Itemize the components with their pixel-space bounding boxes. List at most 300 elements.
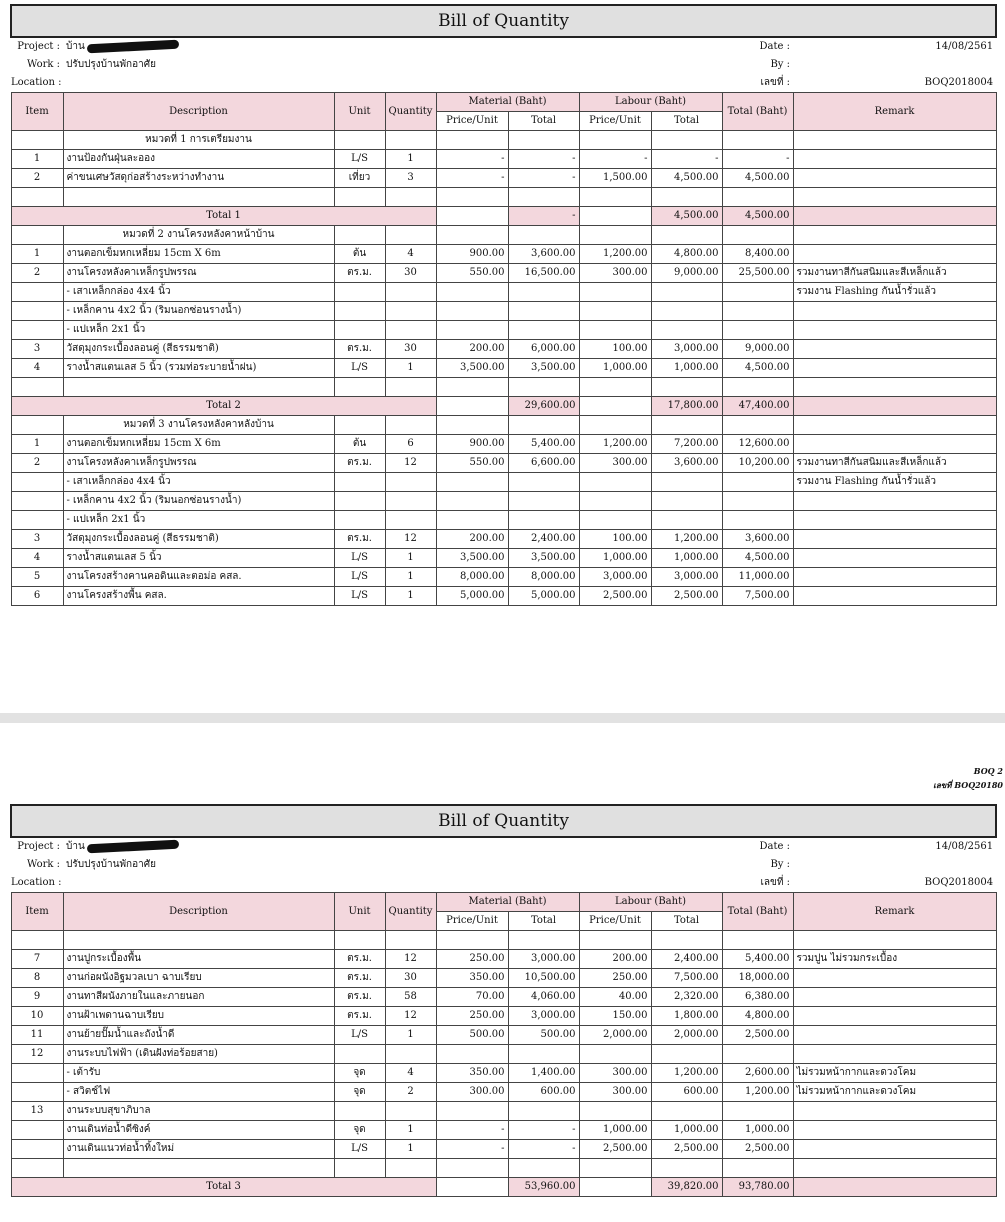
material-total: 500.00 [508,1026,579,1045]
item-description: - เหล็กคาน 4x2 นิ้ว (ริมนอกซ่อนรางน้ำ) [63,492,334,511]
labour-price-unit: 300.00 [579,1083,651,1102]
item-quantity: 4 [385,1064,436,1083]
item-quantity: 3 [385,169,436,188]
row-remark [793,988,996,1007]
item-no: 1 [11,150,63,169]
material-price-unit: - [436,1140,508,1159]
doc-no-value: BOQ2018004 [793,874,996,893]
row-remark [793,359,996,378]
empty-cell [334,416,385,435]
labour-total: 2,500.00 [651,1140,722,1159]
item-no [11,416,63,435]
labour-price-unit: 300.00 [579,1064,651,1083]
row-remark: รวมงานทาสีกันสนิมและสีเหล็กแล้ว [793,454,996,473]
material-total: 8,000.00 [508,568,579,587]
item-no: 3 [11,340,63,359]
labour-total [651,473,722,492]
row-total: 1,200.00 [722,1083,793,1102]
material-total: 3,500.00 [508,359,579,378]
item-no [11,302,63,321]
subtotal-material: 53,960.00 [508,1178,579,1197]
material-price-unit [436,1045,508,1064]
row-total [722,473,793,492]
location-value [63,74,722,93]
item-quantity: 1 [385,1140,436,1159]
item-quantity [385,511,436,530]
item-description: งานป้องกันฝุ่นละออง [63,150,334,169]
row-total: 1,000.00 [722,1121,793,1140]
empty-cell [11,1159,63,1178]
item-unit: จุด [334,1121,385,1140]
header-total: Total (Baht) [722,93,793,131]
labour-price-unit: 1,000.00 [579,359,651,378]
table-row [11,549,996,568]
empty-cell [385,131,436,150]
table-row [11,1140,996,1159]
empty-cell [651,931,722,950]
item-no: 4 [11,549,63,568]
project-label: Project : [17,41,60,52]
item-no: 1 [11,435,63,454]
subtotal-labour: 17,800.00 [651,397,722,416]
item-description: งานตอกเข็มหกเหลี่ยม 15cm X 6m [63,435,334,454]
empty-cell [722,131,793,150]
table-row [11,245,996,264]
empty-cell [651,188,722,207]
labour-total: 1,200.00 [651,530,722,549]
empty-cell [793,207,996,226]
work-label: Work : [26,859,60,870]
labour-total: 1,200.00 [651,1064,722,1083]
header-labour-price-unit: Price/Unit [579,912,651,931]
empty-cell [651,131,722,150]
item-quantity: 2 [385,1083,436,1102]
empty-cell [334,131,385,150]
item-no: 6 [11,587,63,606]
row-remark [793,1102,996,1121]
subtotal-material: - [508,207,579,226]
empty-cell [579,416,651,435]
section-row [11,226,996,245]
item-quantity [385,321,436,340]
table-row [11,321,996,340]
labour-price-unit: 2,500.00 [579,587,651,606]
item-quantity: 1 [385,1026,436,1045]
empty-cell [651,226,722,245]
header-material-price-unit: Price/Unit [436,112,508,131]
item-quantity: 12 [385,950,436,969]
item-no: 4 [11,359,63,378]
empty-cell [385,188,436,207]
item-unit: L/S [334,359,385,378]
labour-total [651,511,722,530]
item-unit [334,511,385,530]
table-row [11,1026,996,1045]
material-price-unit [436,473,508,492]
labour-price-unit [579,302,651,321]
row-remark [793,492,996,511]
redaction-mark [87,840,179,854]
item-unit: ตร.ม. [334,988,385,1007]
empty-cell [579,226,651,245]
header-labour-total: Total [651,112,722,131]
item-no: 2 [11,454,63,473]
subtotal-label: Total 3 [11,1178,436,1197]
material-total: 600.00 [508,1083,579,1102]
material-price-unit [436,283,508,302]
item-unit [334,302,385,321]
material-total [508,283,579,302]
empty-cell [63,931,334,950]
empty-cell [508,131,579,150]
item-quantity [385,473,436,492]
row-remark [793,587,996,606]
empty-cell [579,931,651,950]
table-row [11,988,996,1007]
item-no: 2 [11,264,63,283]
empty-cell [436,1159,508,1178]
empty-cell [385,378,436,397]
sheet-title: Bill of Quantity [11,805,996,837]
subtotal-labour: 39,820.00 [651,1178,722,1197]
empty-cell [508,226,579,245]
row-remark: รวมงาน Flashing กันน้ำรั่วแล้ว [793,473,996,492]
item-no: 11 [11,1026,63,1045]
labour-price-unit: 40.00 [579,988,651,1007]
labour-total [651,302,722,321]
empty-cell [385,1159,436,1178]
work-label: Work : [26,59,60,70]
labour-price-unit: 300.00 [579,264,651,283]
row-total: - [722,150,793,169]
item-description: - สวิตช์ไฟ [63,1083,334,1102]
labour-total: 3,000.00 [651,340,722,359]
header-unit: Unit [334,893,385,931]
empty-cell [436,378,508,397]
header-material: Material (Baht) [436,93,579,112]
project-value: บ้าน [63,37,722,56]
empty-cell [385,416,436,435]
row-remark [793,969,996,988]
row-total: 5,400.00 [722,950,793,969]
item-quantity: 1 [385,359,436,378]
labour-price-unit: 150.00 [579,1007,651,1026]
material-price-unit: 8,000.00 [436,568,508,587]
item-no [11,283,63,302]
empty-cell [579,378,651,397]
item-description: งานโครงหลังคาเหล็กรูปพรรณ [63,454,334,473]
item-description: วัสดุมุงกระเบื้องลอนคู่ (สีธรรมชาติ) [63,530,334,549]
item-unit: จุด [334,1083,385,1102]
empty-cell [579,207,651,226]
blank-row [11,931,996,950]
header-material-price-unit: Price/Unit [436,912,508,931]
labour-price-unit: 1,200.00 [579,435,651,454]
row-total: 4,500.00 [722,169,793,188]
empty-cell [508,1159,579,1178]
material-total [508,1045,579,1064]
item-description: งานทาสีผนังภายในและภายนอก [63,988,334,1007]
header-remark: Remark [793,893,996,931]
table-row [11,473,996,492]
item-unit [334,1102,385,1121]
material-price-unit: 200.00 [436,530,508,549]
labour-total: - [651,150,722,169]
date-value: 14/08/2561 [935,841,994,852]
material-price-unit: 250.00 [436,950,508,969]
item-no: 5 [11,568,63,587]
item-description: งานตอกเข็มหกเหลี่ยม 15cm X 6m [63,245,334,264]
labour-price-unit: 2,500.00 [579,1140,651,1159]
empty-cell [436,207,508,226]
empty-cell [793,378,996,397]
material-price-unit: - [436,1121,508,1140]
empty-cell [63,1159,334,1178]
row-total: 10,200.00 [722,454,793,473]
empty-cell [651,378,722,397]
row-total: 11,000.00 [722,568,793,587]
item-no [11,511,63,530]
table-row [11,587,996,606]
item-no [11,1121,63,1140]
item-description: งานระบบไฟฟ้า (เดินฝังท่อร้อยสาย) [63,1045,334,1064]
location-value [63,874,722,893]
doc-no-label: เลขที่ : [722,874,793,893]
item-no: 1 [11,245,63,264]
row-total [722,321,793,340]
table-row [11,1083,996,1102]
blank-row [11,188,996,207]
empty-cell [436,397,508,416]
material-price-unit: 550.00 [436,454,508,473]
header-unit: Unit [334,93,385,131]
material-price-unit: 900.00 [436,245,508,264]
empty-cell [334,188,385,207]
item-no [11,226,63,245]
item-quantity: 6 [385,435,436,454]
material-total [508,302,579,321]
material-price-unit [436,302,508,321]
table-row [11,150,996,169]
labour-total: 1,000.00 [651,359,722,378]
item-quantity: 30 [385,969,436,988]
material-total: 4,060.00 [508,988,579,1007]
item-description: งานโครงหลังคาเหล็กรูปพรรณ [63,264,334,283]
item-quantity [385,1045,436,1064]
project-value: บ้าน [63,837,722,856]
labour-total [651,321,722,340]
location-label: Location : [11,874,63,893]
item-no: 10 [11,1007,63,1026]
item-description: - เหล็กคาน 4x2 นิ้ว (ริมนอกซ่อนรางน้ำ) [63,302,334,321]
item-quantity: 30 [385,264,436,283]
empty-cell [334,226,385,245]
item-quantity: 58 [385,988,436,1007]
material-total: 6,600.00 [508,454,579,473]
item-description: งานโครงสร้างพื้น คสล. [63,587,334,606]
labour-total: 7,500.00 [651,969,722,988]
row-remark [793,511,996,530]
row-total [722,1102,793,1121]
table-row [11,359,996,378]
header-labour-price-unit: Price/Unit [579,112,651,131]
row-total: 9,000.00 [722,340,793,359]
item-no: 2 [11,169,63,188]
table-row [11,969,996,988]
material-total: - [508,1121,579,1140]
row-total: 25,500.00 [722,264,793,283]
material-price-unit [436,1102,508,1121]
item-quantity: 12 [385,530,436,549]
table-row [11,1064,996,1083]
header-description: Description [63,893,334,931]
item-no [11,1140,63,1159]
item-description: งานโครงสร้างคานคอดินและตอม่อ คสล. [63,568,334,587]
by-value [793,56,996,74]
section-row [11,131,996,150]
empty-cell [436,188,508,207]
row-total: 2,500.00 [722,1026,793,1045]
labour-price-unit: 300.00 [579,454,651,473]
item-unit: ตร.ม. [334,969,385,988]
empty-cell [793,226,996,245]
item-no: 7 [11,950,63,969]
labour-total: 7,200.00 [651,435,722,454]
material-total: 5,400.00 [508,435,579,454]
boq-sheet-1 [10,4,995,606]
labour-price-unit [579,321,651,340]
section-title: หมวดที่ 1 การเตรียมงาน [63,131,334,150]
labour-price-unit [579,1045,651,1064]
material-price-unit [436,321,508,340]
item-quantity: 12 [385,454,436,473]
header-remark: Remark [793,93,996,131]
header-material-total: Total [508,112,579,131]
item-description: วัสดุมุงกระเบื้องลอนคู่ (สีธรรมชาติ) [63,340,334,359]
empty-cell [63,188,334,207]
row-total: 8,400.00 [722,245,793,264]
material-price-unit: 900.00 [436,435,508,454]
item-unit [334,1045,385,1064]
section-title: หมวดที่ 3 งานโครงหลังคาหลังบ้าน [63,416,334,435]
empty-cell [793,188,996,207]
row-remark [793,1026,996,1045]
row-total: 6,380.00 [722,988,793,1007]
subtotal-grand: 4,500.00 [722,207,793,226]
item-description: - แปเหล็ก 2x1 นิ้ว [63,511,334,530]
labour-total: 600.00 [651,1083,722,1102]
labour-price-unit: 100.00 [579,530,651,549]
empty-cell [579,397,651,416]
item-quantity: 1 [385,568,436,587]
item-no: 3 [11,530,63,549]
labour-total: 2,000.00 [651,1026,722,1045]
section-title: หมวดที่ 2 งานโครงหลังคาหน้าบ้าน [63,226,334,245]
boq-rows [11,931,996,1197]
row-total [722,1045,793,1064]
material-price-unit: 350.00 [436,1064,508,1083]
item-unit: ตร.ม. [334,340,385,359]
boq-table [10,804,997,1197]
material-total: 6,000.00 [508,340,579,359]
material-total: 5,000.00 [508,587,579,606]
item-unit [334,492,385,511]
blank-row [11,1159,996,1178]
material-total: 3,600.00 [508,245,579,264]
empty-cell [793,931,996,950]
material-total: 3,500.00 [508,549,579,568]
empty-cell [579,188,651,207]
item-unit: L/S [334,568,385,587]
item-unit: ตร.ม. [334,454,385,473]
labour-total: 3,000.00 [651,568,722,587]
empty-cell [722,378,793,397]
labour-total: 9,000.00 [651,264,722,283]
labour-total [651,1045,722,1064]
labour-price-unit: 200.00 [579,950,651,969]
empty-cell [334,378,385,397]
item-no [11,473,63,492]
row-remark [793,549,996,568]
by-label: By : [770,859,790,870]
empty-cell [793,131,996,150]
item-quantity [385,1102,436,1121]
row-total [722,283,793,302]
labour-price-unit: 1,000.00 [579,549,651,568]
labour-total: 4,800.00 [651,245,722,264]
table-row [11,1102,996,1121]
labour-price-unit: 100.00 [579,340,651,359]
labour-total: 1,000.00 [651,1121,722,1140]
material-total: 2,400.00 [508,530,579,549]
row-remark [793,302,996,321]
empty-cell [793,416,996,435]
row-remark [793,245,996,264]
item-no [11,492,63,511]
doc-no-label: เลขที่ : [722,74,793,93]
item-quantity: 1 [385,1121,436,1140]
empty-cell [793,397,996,416]
row-remark [793,321,996,340]
empty-cell [63,378,334,397]
table-row [11,492,996,511]
row-total: 4,800.00 [722,1007,793,1026]
row-remark [793,150,996,169]
item-description: งานเดินแนวท่อน้ำทิ้งใหม่ [63,1140,334,1159]
item-description: งานปูกระเบื้องพื้น [63,950,334,969]
empty-cell [508,188,579,207]
header-description: Description [63,93,334,131]
subtotal-material: 29,600.00 [508,397,579,416]
subtotal-label: Total 1 [11,207,436,226]
item-unit: จุด [334,1064,385,1083]
item-unit: L/S [334,150,385,169]
material-price-unit: - [436,169,508,188]
item-description: รางน้ำสแตนเลส 5 นิ้ว [63,549,334,568]
material-total: - [508,1140,579,1159]
empty-cell [11,188,63,207]
row-remark [793,1045,996,1064]
row-remark: ไม่รวมหน้ากากและดวงโคม [793,1083,996,1102]
item-unit: L/S [334,1140,385,1159]
material-price-unit: 70.00 [436,988,508,1007]
work-value: ปรับปรุงบ้านพักอาศัย [66,59,156,70]
item-quantity: 1 [385,549,436,568]
row-remark: รวมงานทาสีกันสนิมและสีเหล็กแล้ว [793,264,996,283]
row-remark: รวมงาน Flashing กันน้ำรั่วแล้ว [793,283,996,302]
material-total [508,321,579,340]
labour-price-unit: 250.00 [579,969,651,988]
